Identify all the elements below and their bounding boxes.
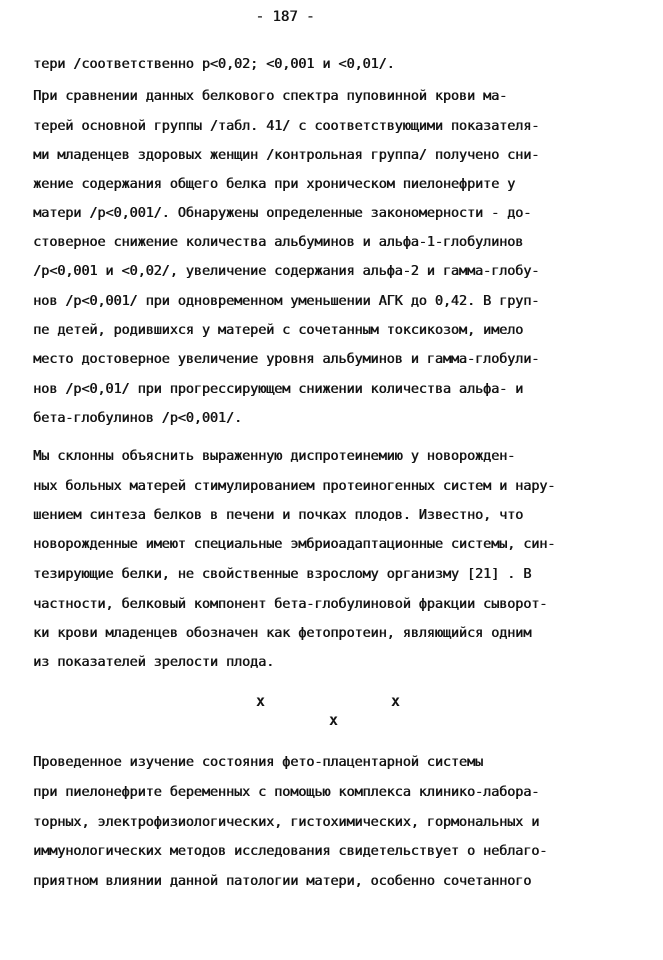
text-line: ных больных матерей стимулированием протеиногенных систем и нару- [33, 478, 556, 494]
text-line: бета-глобулинов /p<0,001/. [33, 410, 242, 426]
text-line: терей основной группы /табл. 41/ с соответствующими показателя- [33, 118, 540, 134]
text-line: шением синтеза белков в печени и почках плодов. Известно, что [33, 507, 524, 523]
text-line: из показателей зрелости плода. [33, 654, 275, 670]
text-line: нов /p<0,001/ при одновременном уменьшении АГК до 0,42. В груп- [33, 293, 540, 309]
text-line: частности, белковый компонент бета-глобулиновой фракции сыворот- [33, 596, 548, 612]
section-separator-mark: x [391, 692, 401, 710]
section-separator-mark: x [329, 711, 339, 729]
text-line: Мы склонны объяснить выраженную диспротеинемию у новорожден- [33, 448, 516, 464]
text-line: стоверное снижение количества альбуминов и альфа-1-глобулинов [33, 234, 524, 250]
text-line: приятном влиянии данной патологии матери, особенно сочетанного [33, 873, 532, 889]
text-line: при пиелонефрите беременных с помощью комплекса клинико-лабора- [33, 784, 540, 800]
section-separator-mark: x [256, 692, 266, 710]
text-line: ки крови младенцев обозначен как фетопротеин, являющийся одним [33, 625, 532, 641]
text-line: нов /p<0,01/ при прогрессирующем снижении количества альфа- и [33, 381, 524, 397]
text-line: жение содержания общего белка при хроническом пиелонефрите у [33, 176, 516, 192]
text-line: пе детей, родившихся у матерей с сочетанным токсикозом, имело [33, 322, 524, 338]
text-line: тери /соответственно p<0,02; <0,001 и <0,01/. [33, 56, 395, 72]
text-line: При сравнении данных белкового спектра пуповинной крови ма- [33, 88, 508, 104]
text-line: ми младенцев здоровых женщин /контрольная группа/ получено сни- [33, 147, 540, 163]
text-line: новорожденные имеют специальные эмбриоадаптационные системы, син- [33, 536, 556, 552]
text-line: иммунологических методов исследования свидетельствует о неблаго- [33, 843, 548, 859]
text-line: место достоверное увеличение уровня альбуминов и гамма-глобули- [33, 351, 540, 367]
page-number: - 187 - [255, 9, 315, 25]
text-line: торных, электрофизиологических, гистохимических, гормональных и [33, 814, 540, 830]
text-line: тезирующие белки, не свойственные взрослому организму [21] . В [33, 566, 532, 582]
text-line: /p<0,001 и <0,02/, увеличение содержания альфа-2 и гамма-глобу- [33, 263, 540, 279]
text-line: матери /p<0,001/. Обнаружены определенные закономерности - до- [33, 205, 532, 221]
text-line: Проведенное изучение состояния фето-плацентарной системы [33, 754, 483, 770]
